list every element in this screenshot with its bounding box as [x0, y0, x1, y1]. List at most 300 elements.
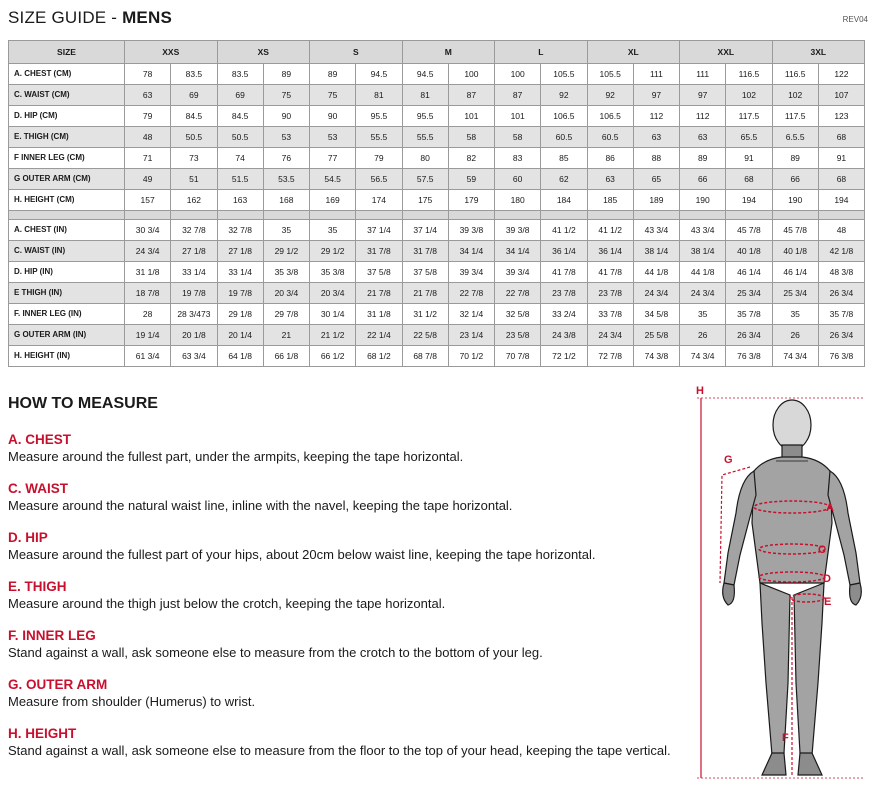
separator-cell	[726, 211, 772, 220]
table-cell: 157	[125, 190, 171, 211]
table-cell: 87	[448, 85, 494, 106]
measure-heading: G. OUTER ARM	[8, 677, 108, 692]
table-cell: 19 7/8	[217, 283, 263, 304]
measure-instructions	[8, 431, 678, 759]
measure-item	[8, 725, 678, 759]
table-cell: 61 3/4	[125, 346, 171, 367]
table-cell: 122	[818, 64, 864, 85]
table-cell: 72 7/8	[587, 346, 633, 367]
table-cell: 53	[263, 127, 309, 148]
table-cell: 80	[402, 148, 448, 169]
table-cell: 22 1/4	[356, 325, 402, 346]
table-cell: 22 7/8	[448, 283, 494, 304]
table-cell: 32 5/8	[495, 304, 541, 325]
separator-cell	[217, 211, 263, 220]
size-header-l: L	[495, 41, 588, 64]
table-cell: 91	[818, 148, 864, 169]
table-row	[9, 127, 865, 148]
table-cell: 25 5/8	[633, 325, 679, 346]
table-cell: 24 3/4	[680, 283, 726, 304]
table-cell: 23 7/8	[587, 283, 633, 304]
table-cell: 26 3/4	[818, 325, 864, 346]
table-cell: 64 1/8	[217, 346, 263, 367]
separator-cell	[263, 211, 309, 220]
table-cell: 58	[495, 127, 541, 148]
separator-cell	[125, 211, 171, 220]
table-cell: 21 7/8	[356, 283, 402, 304]
measure-item	[8, 431, 678, 465]
separator-cell	[448, 211, 494, 220]
table-cell: 100	[495, 64, 541, 85]
row-label: D. HIP (CM)	[9, 106, 125, 127]
table-cell: 58	[448, 127, 494, 148]
table-row	[9, 283, 865, 304]
table-cell: 31 7/8	[402, 241, 448, 262]
table-cell: 68 7/8	[402, 346, 448, 367]
table-cell: 37 5/8	[402, 262, 448, 283]
label-e: E	[824, 596, 832, 608]
table-cell: 76 3/8	[818, 346, 864, 367]
table-cell: 29 7/8	[263, 304, 309, 325]
table-cell: 42 1/8	[818, 241, 864, 262]
table-row	[9, 241, 865, 262]
table-cell: 27 1/8	[171, 241, 217, 262]
table-cell: 123	[818, 106, 864, 127]
table-cell: 102	[772, 85, 818, 106]
table-cell: 36 1/4	[587, 241, 633, 262]
table-cell: 48 3/8	[818, 262, 864, 283]
table-cell: 94.5	[356, 64, 402, 85]
table-cell: 194	[726, 190, 772, 211]
table-cell: 45 7/8	[726, 220, 772, 241]
table-cell: 74 3/4	[772, 346, 818, 367]
size-header-xxs: XXS	[125, 41, 218, 64]
table-cell: 175	[402, 190, 448, 211]
separator-cell	[495, 211, 541, 220]
table-cell: 23 7/8	[541, 283, 587, 304]
table-cell: 89	[263, 64, 309, 85]
table-cell: 41 1/2	[541, 220, 587, 241]
table-cell: 68	[726, 169, 772, 190]
table-cell: 95.5	[356, 106, 402, 127]
size-header-m: M	[402, 41, 495, 64]
measure-description: Stand against a wall, ask someone else to measure from the floor to the top of your head, keeping the tape vertical.	[8, 743, 671, 758]
table-cell: 18 7/8	[125, 283, 171, 304]
table-cell: 94.5	[402, 64, 448, 85]
row-label: F. INNER LEG (IN)	[9, 304, 125, 325]
size-header-xl: XL	[587, 41, 680, 64]
table-cell: 35 7/8	[818, 304, 864, 325]
row-label: F INNER LEG (CM)	[9, 148, 125, 169]
size-header-s: S	[310, 41, 403, 64]
table-cell: 111	[680, 64, 726, 85]
table-cell: 106.5	[587, 106, 633, 127]
table-cell: 22 5/8	[402, 325, 448, 346]
table-cell: 39 3/8	[495, 220, 541, 241]
table-cell: 35	[772, 304, 818, 325]
table-row	[9, 64, 865, 85]
table-cell: 41 1/2	[587, 220, 633, 241]
table-cell: 40 1/8	[726, 241, 772, 262]
separator-cell	[171, 211, 217, 220]
measure-description: Measure around the natural waist line, inline with the navel, keeping the tape horizontal.	[8, 498, 513, 513]
row-label: D. HIP (IN)	[9, 262, 125, 283]
table-cell: 168	[263, 190, 309, 211]
table-cell: 163	[217, 190, 263, 211]
measure-item	[8, 578, 678, 612]
table-row	[9, 262, 865, 283]
measure-item	[8, 480, 678, 514]
table-cell: 49	[125, 169, 171, 190]
table-cell: 92	[587, 85, 633, 106]
measure-heading: H. HEIGHT	[8, 726, 77, 741]
separator-cell	[633, 211, 679, 220]
table-cell: 21 1/2	[310, 325, 356, 346]
table-cell: 74	[217, 148, 263, 169]
table-cell: 35	[263, 220, 309, 241]
table-cell: 32 7/8	[217, 220, 263, 241]
table-cell: 20 3/4	[310, 283, 356, 304]
table-cell: 63	[680, 127, 726, 148]
table-cell: 55.5	[402, 127, 448, 148]
table-cell: 116.5	[726, 64, 772, 85]
row-label: A. CHEST (CM)	[9, 64, 125, 85]
table-cell: 20 3/4	[263, 283, 309, 304]
table-cell: 66 1/2	[310, 346, 356, 367]
table-cell: 81	[356, 85, 402, 106]
row-label: G OUTER ARM (CM)	[9, 169, 125, 190]
row-label: E. THIGH (CM)	[9, 127, 125, 148]
table-cell: 37 5/8	[356, 262, 402, 283]
label-h: H	[696, 385, 704, 397]
table-cell: 169	[310, 190, 356, 211]
table-cell: 72 1/2	[541, 346, 587, 367]
table-row	[9, 190, 865, 211]
table-row	[9, 169, 865, 190]
table-cell: 60	[495, 169, 541, 190]
table-cell: 45 7/8	[772, 220, 818, 241]
table-cell: 86	[587, 148, 633, 169]
table-cell: 184	[541, 190, 587, 211]
label-c: C	[818, 544, 826, 556]
table-cell: 90	[310, 106, 356, 127]
table-cell: 41 7/8	[541, 262, 587, 283]
table-cell: 35 7/8	[726, 304, 772, 325]
table-cell: 46 1/4	[726, 262, 772, 283]
table-cell: 91	[726, 148, 772, 169]
table-cell: 51	[171, 169, 217, 190]
table-cell: 44 1/8	[633, 262, 679, 283]
table-cell: 30 1/4	[310, 304, 356, 325]
table-cell: 38 1/4	[680, 241, 726, 262]
table-cell: 97	[633, 85, 679, 106]
table-cell: 174	[356, 190, 402, 211]
label-f: F	[782, 732, 789, 744]
separator-cell	[772, 211, 818, 220]
table-cell: 90	[263, 106, 309, 127]
row-label: E THIGH (IN)	[9, 283, 125, 304]
table-cell: 66	[680, 169, 726, 190]
table-cell: 194	[818, 190, 864, 211]
table-cell: 76 3/8	[726, 346, 772, 367]
table-cell: 35 3/8	[263, 262, 309, 283]
table-cell: 111	[633, 64, 679, 85]
measure-description: Measure around the fullest part of your hips, about 20cm below waist line, keeping the tape horizontal.	[8, 547, 596, 562]
table-cell: 26 3/4	[818, 283, 864, 304]
table-cell: 185	[587, 190, 633, 211]
table-cell: 44 1/8	[680, 262, 726, 283]
table-cell: 35	[680, 304, 726, 325]
table-cell: 26	[772, 325, 818, 346]
table-cell: 33 1/4	[171, 262, 217, 283]
table-cell: 19 7/8	[171, 283, 217, 304]
separator-cell	[680, 211, 726, 220]
table-cell: 48	[818, 220, 864, 241]
table-row	[9, 346, 865, 367]
table-cell: 87	[495, 85, 541, 106]
measure-description: Measure around the thigh just below the crotch, keeping the tape horizontal.	[8, 596, 446, 611]
table-cell: 20 1/4	[217, 325, 263, 346]
table-cell: 95.5	[402, 106, 448, 127]
how-to-measure-title: HOW TO MEASURE	[8, 395, 158, 412]
table-cell: 31 1/2	[402, 304, 448, 325]
table-cell: 23 1/4	[448, 325, 494, 346]
measure-heading: C. WAIST	[8, 481, 68, 496]
table-row	[9, 304, 865, 325]
table-cell: 69	[217, 85, 263, 106]
separator-cell	[541, 211, 587, 220]
table-cell: 62	[541, 169, 587, 190]
table-cell: 28 3/473	[171, 304, 217, 325]
size-table	[8, 40, 865, 367]
table-cell: 28	[125, 304, 171, 325]
table-cell: 65.5	[726, 127, 772, 148]
row-label: G OUTER ARM (IN)	[9, 325, 125, 346]
table-cell: 29 1/2	[263, 241, 309, 262]
table-cell: 60.5	[541, 127, 587, 148]
table-cell: 190	[772, 190, 818, 211]
table-cell: 116.5	[772, 64, 818, 85]
table-cell: 97	[680, 85, 726, 106]
size-table-body	[9, 64, 865, 367]
table-cell: 63	[587, 169, 633, 190]
table-cell: 24 3/4	[587, 325, 633, 346]
row-label: H. HEIGHT (CM)	[9, 190, 125, 211]
table-cell: 162	[171, 190, 217, 211]
table-cell: 29 1/8	[217, 304, 263, 325]
table-cell: 68 1/2	[356, 346, 402, 367]
table-cell: 33 2/4	[541, 304, 587, 325]
table-cell: 102	[726, 85, 772, 106]
table-cell: 53	[310, 127, 356, 148]
separator-cell	[402, 211, 448, 220]
table-cell: 33 7/8	[587, 304, 633, 325]
table-cell: 84.5	[171, 106, 217, 127]
table-cell: 63 3/4	[171, 346, 217, 367]
table-cell: 112	[633, 106, 679, 127]
table-cell: 39 3/8	[448, 220, 494, 241]
table-cell: 24 3/4	[633, 283, 679, 304]
table-cell: 82	[448, 148, 494, 169]
table-cell: 46 1/4	[772, 262, 818, 283]
page-title	[8, 8, 172, 28]
table-cell: 65	[633, 169, 679, 190]
measure-heading: A. CHEST	[8, 432, 72, 447]
row-label: A. CHEST (IN)	[9, 220, 125, 241]
table-cell: 68	[818, 127, 864, 148]
table-cell: 20 1/8	[171, 325, 217, 346]
table-cell: 37 1/4	[402, 220, 448, 241]
table-cell: 22 7/8	[495, 283, 541, 304]
table-cell: 106.5	[541, 106, 587, 127]
row-label: H. HEIGHT (IN)	[9, 346, 125, 367]
table-cell: 30 3/4	[125, 220, 171, 241]
table-cell: 89	[680, 148, 726, 169]
separator-cell	[818, 211, 864, 220]
table-cell: 85	[541, 148, 587, 169]
table-cell: 92	[541, 85, 587, 106]
table-cell: 74 3/8	[633, 346, 679, 367]
table-cell: 68	[818, 169, 864, 190]
table-cell: 77	[310, 148, 356, 169]
table-cell: 33 1/4	[217, 262, 263, 283]
table-cell: 48	[125, 127, 171, 148]
table-cell: 34 5/8	[633, 304, 679, 325]
table-cell: 89	[772, 148, 818, 169]
measure-heading: E. THIGH	[8, 579, 67, 594]
table-cell: 63	[633, 127, 679, 148]
table-cell: 100	[448, 64, 494, 85]
table-cell: 26	[680, 325, 726, 346]
table-cell: 73	[171, 148, 217, 169]
table-cell: 57.5	[402, 169, 448, 190]
table-cell: 83.5	[171, 64, 217, 85]
table-cell: 35	[310, 220, 356, 241]
measure-heading: F. INNER LEG	[8, 628, 96, 643]
measure-description: Measure from shoulder (Humerus) to wrist.	[8, 694, 256, 709]
how-to-measure-section	[8, 395, 678, 774]
table-cell: 31 1/8	[356, 304, 402, 325]
table-cell: 56.5	[356, 169, 402, 190]
table-cell: 117.5	[726, 106, 772, 127]
table-cell: 24 3/4	[125, 241, 171, 262]
revision-label: REV04	[842, 15, 868, 24]
row-label: C. WAIST (CM)	[9, 85, 125, 106]
table-cell: 74 3/4	[680, 346, 726, 367]
table-cell: 31 1/8	[125, 262, 171, 283]
measure-item	[8, 676, 678, 710]
table-cell: 81	[402, 85, 448, 106]
table-cell: 70 7/8	[495, 346, 541, 367]
table-cell: 180	[495, 190, 541, 211]
table-cell: 59	[448, 169, 494, 190]
table-cell: 34 1/4	[448, 241, 494, 262]
table-cell: 63	[125, 85, 171, 106]
table-cell: 32 1/4	[448, 304, 494, 325]
table-cell: 84.5	[217, 106, 263, 127]
table-cell: 76	[263, 148, 309, 169]
table-cell: 41 7/8	[587, 262, 633, 283]
table-cell: 83.5	[217, 64, 263, 85]
body-measurement-figure	[694, 383, 864, 783]
table-cell: 25 3/4	[772, 283, 818, 304]
table-cell: 105.5	[541, 64, 587, 85]
table-cell: 66 1/8	[263, 346, 309, 367]
table-cell: 34 1/4	[495, 241, 541, 262]
table-cell: 83	[495, 148, 541, 169]
separator-cell	[356, 211, 402, 220]
table-cell: 36 1/4	[541, 241, 587, 262]
separator-cell	[310, 211, 356, 220]
table-row	[9, 106, 865, 127]
table-cell: 26 3/4	[726, 325, 772, 346]
table-cell: 21	[263, 325, 309, 346]
table-cell: 43 3/4	[680, 220, 726, 241]
table-cell: 69	[171, 85, 217, 106]
table-cell: 78	[125, 64, 171, 85]
table-cell: 38 1/4	[633, 241, 679, 262]
size-header-xs: XS	[217, 41, 310, 64]
measure-item	[8, 529, 678, 563]
measure-item	[8, 627, 678, 661]
table-row	[9, 325, 865, 346]
measure-heading: D. HIP	[8, 530, 48, 545]
table-cell: 71	[125, 148, 171, 169]
table-cell: 117.5	[772, 106, 818, 127]
table-row	[9, 148, 865, 169]
table-cell: 24 3/8	[541, 325, 587, 346]
table-cell: 190	[680, 190, 726, 211]
measure-description: Measure around the fullest part, under the armpits, keeping the tape horizontal.	[8, 449, 464, 464]
table-cell: 19 1/4	[125, 325, 171, 346]
table-cell: 39 3/4	[448, 262, 494, 283]
table-cell: 112	[680, 106, 726, 127]
separator-cell	[587, 211, 633, 220]
table-cell: 55.5	[356, 127, 402, 148]
size-header-row	[9, 41, 865, 64]
title-gender: MENS	[122, 8, 172, 27]
table-cell: 89	[310, 64, 356, 85]
table-cell: 179	[448, 190, 494, 211]
table-cell: 75	[310, 85, 356, 106]
table-cell: 31 7/8	[356, 241, 402, 262]
title-prefix: SIZE GUIDE -	[8, 8, 123, 27]
table-cell: 88	[633, 148, 679, 169]
table-cell: 107	[818, 85, 864, 106]
measure-description: Stand against a wall, ask someone else to measure from the crotch to the bottom of your leg.	[8, 645, 543, 660]
table-cell: 60.5	[587, 127, 633, 148]
table-cell: 70 1/2	[448, 346, 494, 367]
table-cell: 189	[633, 190, 679, 211]
table-cell: 75	[263, 85, 309, 106]
table-cell: 101	[495, 106, 541, 127]
row-label: C. WAIST (IN)	[9, 241, 125, 262]
table-cell: 54.5	[310, 169, 356, 190]
table-cell: 79	[125, 106, 171, 127]
table-cell: 101	[448, 106, 494, 127]
label-a: A	[826, 502, 834, 514]
table-cell: 50.5	[171, 127, 217, 148]
label-d: D	[823, 573, 831, 585]
table-cell: 105.5	[587, 64, 633, 85]
table-cell: 25 3/4	[726, 283, 772, 304]
table-cell: 43 3/4	[633, 220, 679, 241]
table-row	[9, 85, 865, 106]
table-cell: 79	[356, 148, 402, 169]
table-cell: 23 5/8	[495, 325, 541, 346]
label-g: G	[724, 454, 733, 466]
table-cell: 66	[772, 169, 818, 190]
